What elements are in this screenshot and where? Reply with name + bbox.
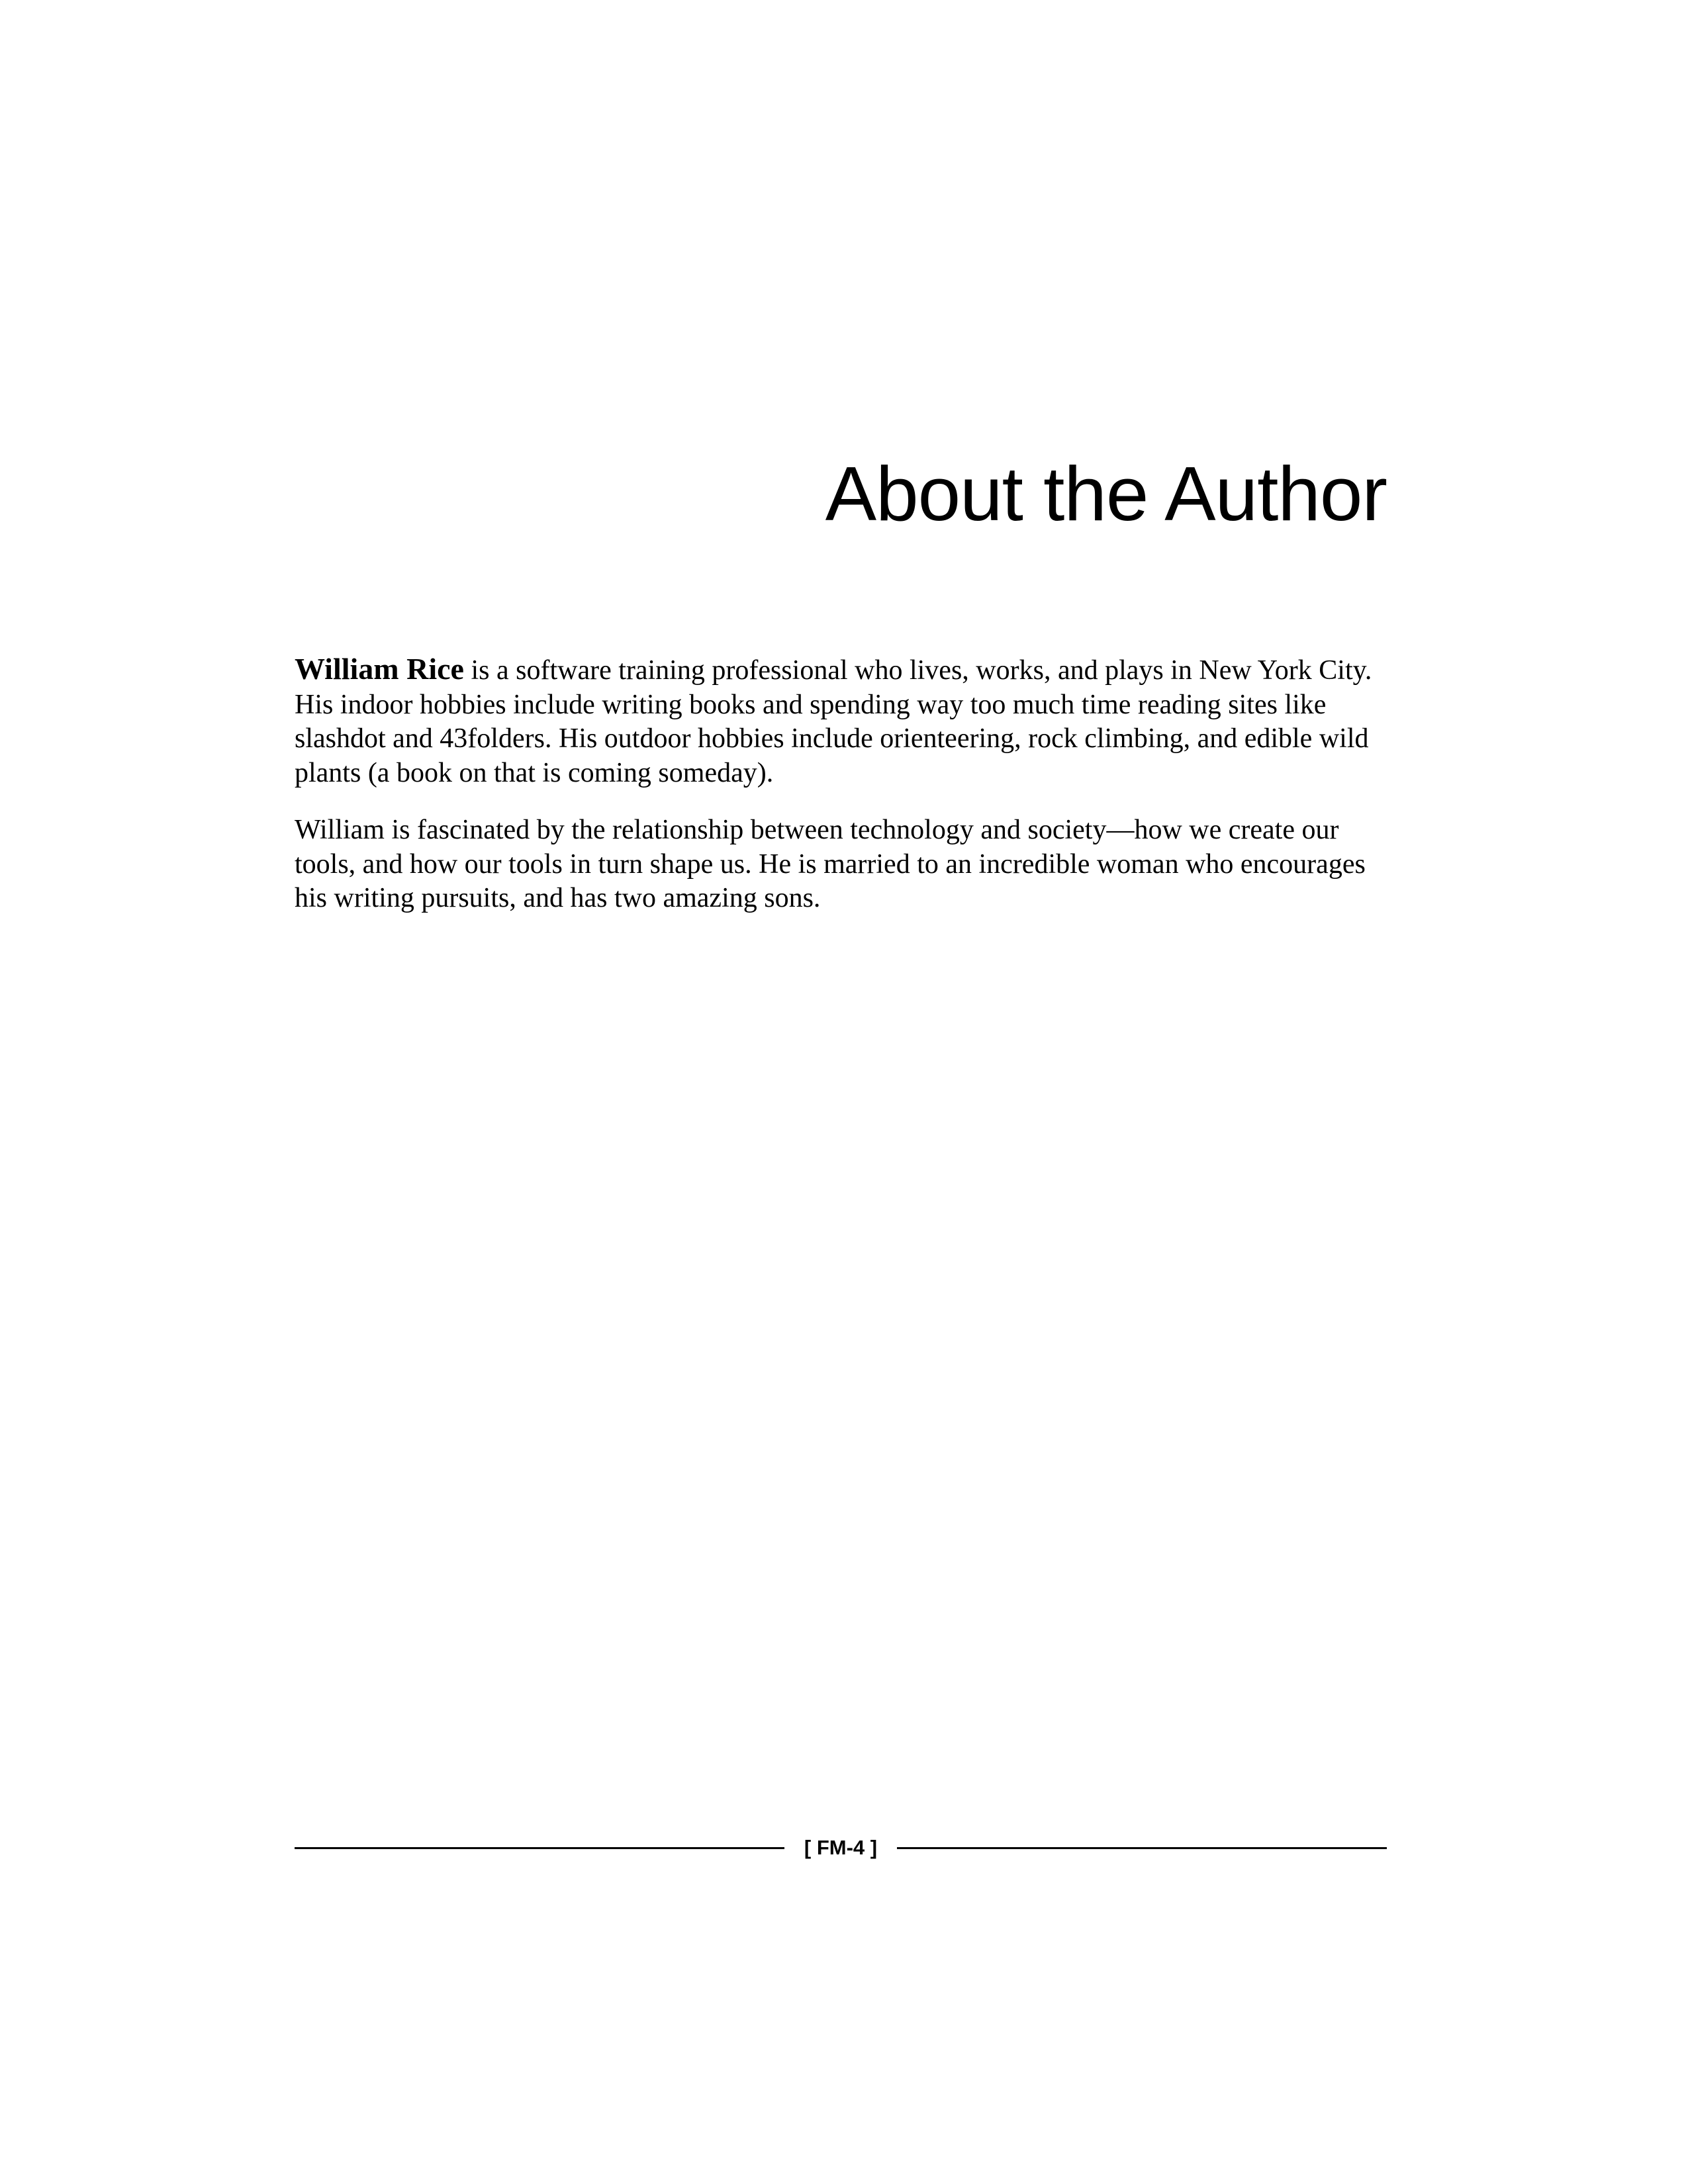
footer-rule-left <box>295 1847 784 1849</box>
bio-paragraph-1-text: is a software training professional who lives, works, and plays in New York City. His indoor hobbies include writing books and spending way too much time reading sites like slashdot and 43folders. His outdoor hobbies include orienteering, rock climbing, and edible wild plants (a book on that is coming someday). <box>295 655 1372 788</box>
page-title: About the Author <box>825 451 1387 537</box>
footer-rule-right <box>897 1847 1387 1849</box>
bio-paragraph-1 <box>295 652 1387 790</box>
author-name: William Rice <box>295 652 464 686</box>
page-footer <box>295 1835 1387 1861</box>
bio-paragraph-2: William is fascinated by the relationship between technology and society—how we create our tools, and how our tools in turn shape us. He is married to an incredible woman who encourages his writing pursuits, and has two amazing sons. <box>295 815 1366 913</box>
page-number: [ FM-4 ] <box>804 1836 878 1859</box>
author-bio <box>295 652 1387 939</box>
